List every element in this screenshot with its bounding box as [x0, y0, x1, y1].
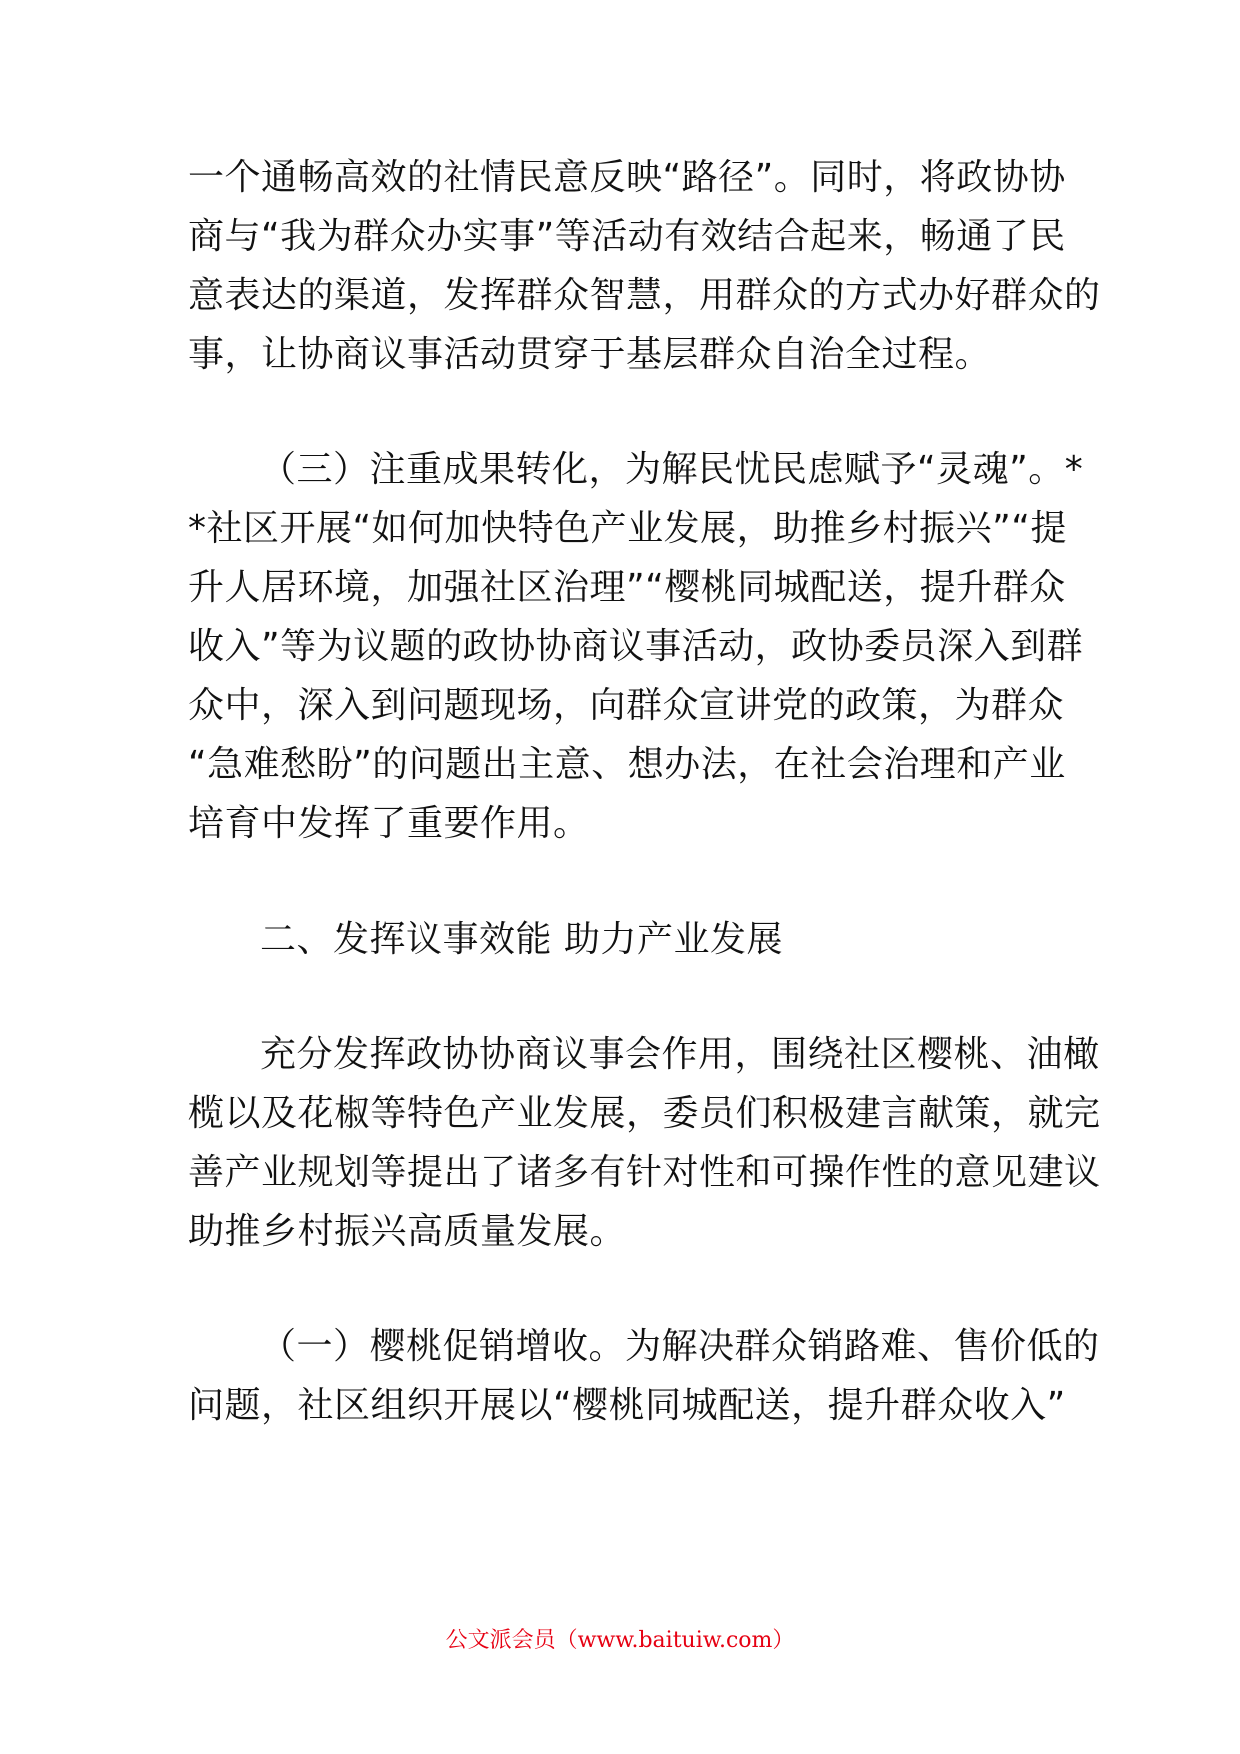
paragraph-1-line-3: 意表达的渠道，发挥群众智慧，用群众的方式办好群众的 — [188, 275, 1101, 316]
paragraph-4-line-1: （一）樱桃促销增收。为解决群众销路难、售价低的 — [260, 1326, 1100, 1367]
paragraph-1-line-2: 商与“我为群众办实事”等活动有效结合起来，畅通了民 — [188, 216, 1066, 257]
paragraph-2-line-4: 收入”等为议题的政协协商议事活动，政协委员深入到群 — [188, 626, 1084, 667]
paragraph-1-line-1: 一个通畅高效的社情民意反映“路径”。同时，将政协协 — [188, 157, 1066, 198]
footer-watermark: 公文派会员（www.baituiw.com） — [445, 1628, 795, 1653]
paragraph-3-line-4: 助推乡村振兴高质量发展。 — [188, 1211, 627, 1252]
paragraph-3-line-2: 榄以及花椒等特色产业发展，委员们积极建言献策，就完 — [188, 1093, 1101, 1134]
paragraph-2-line-1: （三）注重成果转化，为解民忧民虑赋予“灵魂”。* — [260, 449, 1084, 490]
section-heading: 二、发挥议事效能 助力产业发展 — [260, 919, 783, 960]
paragraph-4-line-2: 问题，社区组织开展以“樱桃同城配送，提升群众收入” — [188, 1385, 1066, 1426]
paragraph-2-line-6: “急难愁盼”的问题出主意、想办法，在社会治理和产业 — [188, 744, 1066, 785]
paragraph-2-line-5: 众中，深入到问题现场，向群众宣讲党的政策，为群众 — [188, 685, 1065, 726]
paragraph-2-line-7: 培育中发挥了重要作用。 — [188, 803, 590, 844]
paragraph-2-line-3: 升人居环境，加强社区治理”“樱桃同城配送，提升群众 — [188, 567, 1066, 608]
paragraph-2-line-2: *社区开展“如何加快特色产业发展，助推乡村振兴”“提 — [188, 508, 1067, 549]
paragraph-3-line-3: 善产业规划等提出了诸多有针对性和可操作性的意见建议 — [188, 1152, 1101, 1193]
paragraph-1-line-4: 事，让协商议事活动贯穿于基层群众自治全过程。 — [188, 334, 992, 375]
paragraph-3-line-1: 充分发挥政协协商议事会作用，围绕社区樱桃、油橄 — [260, 1034, 1100, 1075]
